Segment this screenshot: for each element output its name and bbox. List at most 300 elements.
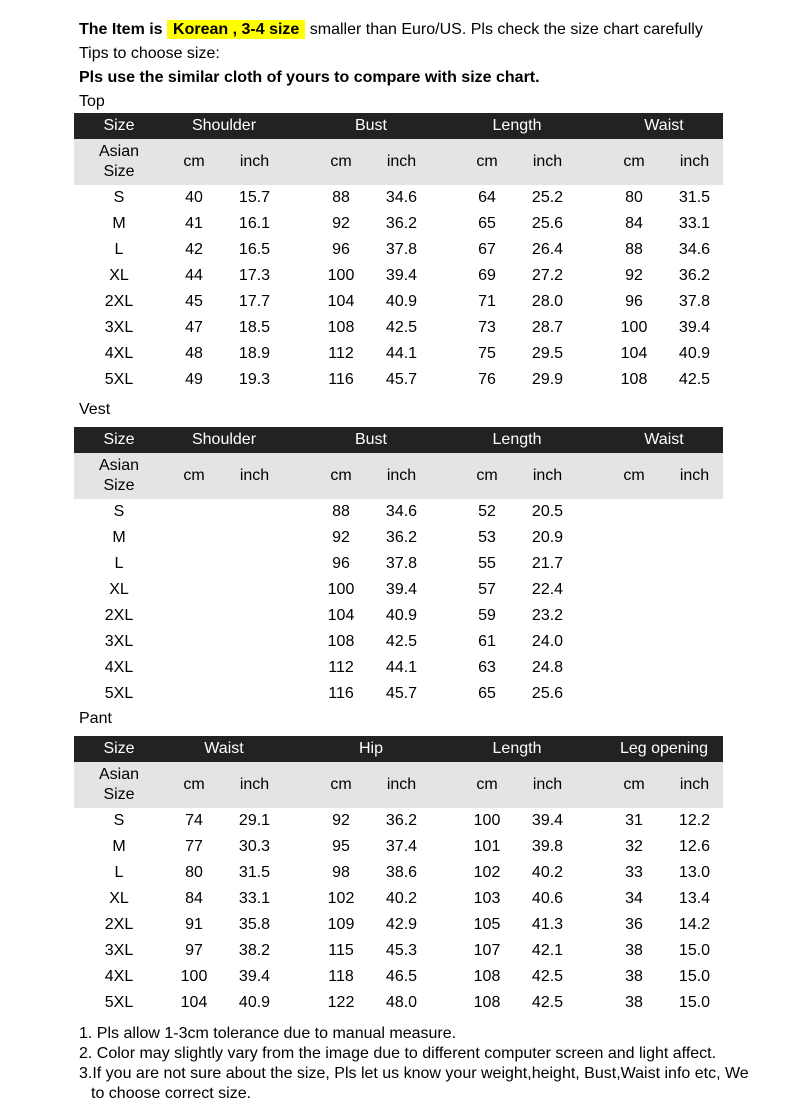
measurement-cell (609, 655, 659, 681)
measurement-cell: 100 (327, 581, 355, 598)
measurement-cell (169, 525, 219, 551)
measurement-cell: 64 (478, 189, 496, 206)
unit-label: inch (679, 467, 710, 484)
asian-size-label (74, 453, 164, 499)
unit-label: inch (679, 153, 710, 170)
measurement-cell: 84 (625, 215, 643, 232)
size-cell: 5XL (104, 994, 134, 1011)
measurement-cell: 18.5 (238, 319, 271, 336)
section-label-pant: Pant (79, 710, 112, 727)
measurement-cell: 38 (625, 994, 643, 1011)
measurement-cell: 14.2 (678, 916, 711, 933)
measurement-group-header: Waist (204, 740, 244, 757)
measurement-cell: 71 (478, 293, 496, 310)
measurement-cell (609, 629, 659, 655)
measurement-cell: 38.6 (385, 864, 418, 881)
measurement-cell: 33.1 (678, 215, 711, 232)
measurement-cell: 96 (332, 241, 350, 258)
measurement-cell: 40.2 (385, 890, 418, 907)
size-column-header: Size (103, 431, 135, 448)
measurement-cell: 31 (625, 812, 643, 829)
table-row (74, 341, 723, 367)
table-row (74, 964, 723, 990)
measurement-cell: 100 (473, 812, 501, 829)
table-row (74, 655, 723, 681)
measurement-cell: 13.0 (678, 864, 711, 881)
asian-size-label-line: Size (103, 477, 135, 494)
table-row (74, 551, 723, 577)
table-row (74, 237, 723, 263)
measurement-cell: 103 (473, 890, 501, 907)
note-item: 3.If you are not sure about the size, Pls let us know your weight,height, Bust,Waist info etc, We (79, 1065, 749, 1082)
measurement-cell: 34 (625, 890, 643, 907)
measurement-cell: 108 (327, 633, 355, 650)
intro-prefix: The Item is (79, 21, 163, 38)
size-cell: XL (109, 267, 129, 284)
measurement-cell: 39.4 (385, 581, 418, 598)
measurement-cell: 49 (185, 371, 203, 388)
measurement-cell: 39.4 (385, 267, 418, 284)
measurement-cell: 35.8 (238, 916, 271, 933)
measurement-cell: 75 (478, 345, 496, 362)
measurement-cell: 53 (478, 529, 496, 546)
size-cell: 2XL (104, 916, 134, 933)
table-row (74, 860, 723, 886)
table-unit-row (74, 453, 723, 499)
unit-label: cm (623, 153, 645, 170)
measurement-cell: 37.8 (678, 293, 711, 310)
measurement-cell (609, 551, 659, 577)
measurement-cell: 18.9 (238, 345, 271, 362)
measurement-group-header: Hip (358, 740, 383, 757)
measurement-cell: 15.7 (238, 189, 271, 206)
table-row (74, 603, 723, 629)
measurement-cell: 17.3 (238, 267, 271, 284)
measurement-cell: 45.3 (385, 942, 418, 959)
measurement-cell: 102 (327, 890, 355, 907)
measurement-cell: 19.3 (238, 371, 271, 388)
unit-label: inch (386, 153, 417, 170)
measurement-cell: 31.5 (678, 189, 711, 206)
measurement-cell: 39.4 (531, 812, 564, 829)
measurement-cell: 115 (328, 942, 354, 959)
measurement-group-header: Waist (644, 431, 684, 448)
intro-headline (79, 21, 703, 39)
measurement-cell: 20.9 (531, 529, 564, 546)
measurement-cell: 39.4 (238, 968, 271, 985)
measurement-cell: 52 (478, 503, 496, 520)
measurement-cell: 100 (327, 267, 355, 284)
measurement-cell: 40.9 (385, 293, 418, 310)
table-row (74, 938, 723, 964)
measurement-cell: 36.2 (385, 529, 418, 546)
measurement-cell: 116 (328, 371, 354, 388)
unit-label: cm (623, 776, 645, 793)
unit-label: cm (330, 776, 352, 793)
measurement-cell (169, 629, 219, 655)
measurement-cell: 92 (332, 215, 350, 232)
size-cell: XL (109, 890, 129, 907)
measurement-cell: 37.8 (385, 241, 418, 258)
measurement-cell: 26.4 (531, 241, 564, 258)
pant-size-table (74, 736, 723, 1016)
unit-label: cm (476, 153, 498, 170)
measurement-cell (169, 655, 219, 681)
measurement-cell: 42 (185, 241, 203, 258)
table-row (74, 499, 723, 525)
measurement-cell: 36.2 (678, 267, 711, 284)
measurement-cell: 88 (332, 503, 350, 520)
measurement-cell: 88 (625, 241, 643, 258)
measurement-cell: 122 (327, 994, 355, 1011)
measurement-cell: 77 (185, 838, 203, 855)
measurement-cell (169, 499, 219, 525)
table-row (74, 886, 723, 912)
measurement-cell: 15.0 (678, 968, 711, 985)
measurement-cell: 38 (625, 968, 643, 985)
measurement-cell: 102 (473, 864, 501, 881)
measurement-cell: 40 (185, 189, 203, 206)
measurement-cell: 20.5 (531, 503, 564, 520)
asian-size-label-line: Asian (98, 143, 140, 160)
measurement-cell: 17.7 (238, 293, 271, 310)
size-highlight: Korean , 3-4 size (167, 20, 305, 39)
table-row (74, 834, 723, 860)
notes-list (79, 1024, 749, 1104)
size-cell: 3XL (104, 319, 134, 336)
measurement-cell: 67 (478, 241, 496, 258)
measurement-cell: 57 (478, 581, 496, 598)
measurement-cell: 41.3 (531, 916, 564, 933)
asian-size-label-line: Size (103, 163, 135, 180)
measurement-cell (667, 655, 722, 681)
measurement-cell (667, 681, 722, 707)
measurement-cell: 39.8 (531, 838, 564, 855)
measurement-cell: 108 (473, 994, 501, 1011)
measurement-cell: 47 (185, 319, 203, 336)
measurement-cell: 45 (185, 293, 203, 310)
size-cell: M (112, 838, 126, 855)
measurement-cell: 42.1 (531, 942, 564, 959)
measurement-cell: 34.6 (678, 241, 711, 258)
measurement-cell: 80 (185, 864, 203, 881)
unit-label: inch (239, 776, 270, 793)
section-label-top: Top (79, 93, 105, 110)
measurement-cell: 76 (478, 371, 496, 388)
size-cell: 4XL (104, 659, 134, 676)
table-unit-row (74, 762, 723, 808)
size-cell: XL (109, 581, 129, 598)
measurement-cell: 91 (185, 916, 203, 933)
table-row (74, 315, 723, 341)
measurement-cell (227, 577, 282, 603)
note-item: 2. Color may slightly vary from the image due to different computer screen and light affect. (79, 1045, 717, 1062)
measurement-cell: 48.0 (385, 994, 418, 1011)
top-size-table (74, 113, 723, 393)
size-column-header: Size (103, 117, 135, 134)
measurement-cell: 101 (473, 838, 501, 855)
measurement-cell: 96 (332, 555, 350, 572)
measurement-cell (227, 629, 282, 655)
table-header-row (74, 427, 723, 453)
measurement-group-header: Length (492, 117, 542, 134)
measurement-cell: 59 (478, 607, 496, 624)
measurement-cell: 27.2 (531, 267, 564, 284)
measurement-cell (667, 551, 722, 577)
size-cell: 2XL (104, 607, 134, 624)
measurement-cell: 13.4 (678, 890, 711, 907)
table-row (74, 263, 723, 289)
measurement-cell: 28.0 (531, 293, 564, 310)
measurement-cell: 44.1 (385, 345, 418, 362)
measurement-cell: 39.4 (678, 319, 711, 336)
unit-label: inch (532, 153, 563, 170)
measurement-cell: 32 (625, 838, 643, 855)
measurement-cell: 37.8 (385, 555, 418, 572)
table-row (74, 525, 723, 551)
measurement-cell (609, 681, 659, 707)
measurement-cell: 33 (625, 864, 643, 881)
measurement-cell: 46.5 (385, 968, 418, 985)
unit-label: cm (183, 776, 205, 793)
measurement-cell: 15.0 (678, 942, 711, 959)
measurement-cell: 42.5 (678, 371, 711, 388)
measurement-group-header: Bust (354, 117, 387, 134)
measurement-cell (609, 577, 659, 603)
vest-size-table (74, 427, 723, 707)
measurement-cell: 80 (625, 189, 643, 206)
measurement-group-header: Length (492, 431, 542, 448)
size-cell: 5XL (104, 371, 134, 388)
measurement-cell: 34.6 (385, 189, 418, 206)
measurement-group-header: Shoulder (191, 117, 257, 134)
measurement-cell: 25.6 (531, 685, 564, 702)
measurement-cell (227, 551, 282, 577)
measurement-group-header: Bust (354, 431, 387, 448)
unit-label: cm (476, 776, 498, 793)
table-row (74, 577, 723, 603)
measurement-cell: 33.1 (238, 890, 271, 907)
compare-instruction: Pls use the similar cloth of yours to compare with size chart. (79, 69, 540, 86)
unit-label: cm (330, 153, 352, 170)
measurement-cell: 44.1 (385, 659, 418, 676)
measurement-cell: 38.2 (238, 942, 271, 959)
measurement-cell: 96 (625, 293, 643, 310)
measurement-cell: 112 (328, 345, 354, 362)
measurement-cell: 92 (625, 267, 643, 284)
table-header-row (74, 736, 723, 762)
measurement-cell: 16.5 (238, 241, 271, 258)
measurement-cell: 24.0 (531, 633, 564, 650)
measurement-cell: 28.7 (531, 319, 564, 336)
size-cell: S (113, 503, 125, 520)
measurement-cell: 63 (478, 659, 496, 676)
table-row (74, 912, 723, 938)
measurement-cell (609, 603, 659, 629)
measurement-cell: 104 (180, 994, 208, 1011)
measurement-cell: 73 (478, 319, 496, 336)
size-cell: 4XL (104, 345, 134, 362)
measurement-cell (169, 577, 219, 603)
measurement-group-header: Waist (644, 117, 684, 134)
unit-label: inch (386, 776, 417, 793)
table-row (74, 990, 723, 1016)
asian-size-label-line: Asian (98, 457, 140, 474)
measurement-cell: 98 (332, 864, 350, 881)
measurement-cell: 42.5 (385, 633, 418, 650)
measurement-cell: 42.5 (385, 319, 418, 336)
measurement-group-header: Leg opening (619, 740, 709, 757)
measurement-cell (609, 525, 659, 551)
measurement-cell: 36.2 (385, 812, 418, 829)
measurement-cell: 108 (473, 968, 501, 985)
unit-label: cm (623, 467, 645, 484)
note-item: 1. Pls allow 1-3cm tolerance due to manual measure. (79, 1025, 457, 1042)
measurement-cell: 40.6 (531, 890, 564, 907)
measurement-cell: 22.4 (531, 581, 564, 598)
measurement-cell: 23.2 (531, 607, 564, 624)
measurement-cell: 25.6 (531, 215, 564, 232)
measurement-cell: 109 (327, 916, 355, 933)
measurement-cell: 48 (185, 345, 203, 362)
measurement-cell: 42.5 (531, 994, 564, 1011)
unit-label: cm (476, 467, 498, 484)
size-cell: 5XL (104, 685, 134, 702)
measurement-cell: 45.7 (385, 685, 418, 702)
measurement-cell: 45.7 (385, 371, 418, 388)
measurement-cell: 84 (185, 890, 203, 907)
measurement-cell: 12.6 (678, 838, 711, 855)
measurement-cell: 36 (625, 916, 643, 933)
measurement-cell (609, 499, 659, 525)
measurement-cell: 108 (327, 319, 355, 336)
measurement-cell: 69 (478, 267, 496, 284)
measurement-cell: 40.2 (531, 864, 564, 881)
table-row (74, 211, 723, 237)
unit-label: cm (183, 153, 205, 170)
measurement-cell: 95 (332, 838, 350, 855)
measurement-cell (227, 681, 282, 707)
measurement-cell: 108 (620, 371, 648, 388)
size-cell: 4XL (104, 968, 134, 985)
measurement-cell: 29.9 (531, 371, 564, 388)
unit-label: inch (239, 467, 270, 484)
size-cell: L (114, 555, 124, 572)
unit-label: inch (532, 776, 563, 793)
measurement-cell: 12.2 (678, 812, 711, 829)
measurement-cell: 25.2 (531, 189, 564, 206)
table-unit-row (74, 139, 723, 185)
measurement-cell: 55 (478, 555, 496, 572)
table-header-row (74, 113, 723, 139)
measurement-cell: 30.3 (238, 838, 271, 855)
asian-size-label (74, 139, 164, 185)
section-label-vest: Vest (79, 401, 111, 418)
note-item: to choose correct size. (91, 1085, 252, 1102)
measurement-cell (227, 499, 282, 525)
measurement-cell: 112 (328, 659, 354, 676)
measurement-cell: 42.5 (531, 968, 564, 985)
asian-size-label-line: Asian (98, 766, 140, 783)
size-cell: 3XL (104, 942, 134, 959)
table-row (74, 808, 723, 834)
measurement-cell (667, 577, 722, 603)
measurement-cell: 92 (332, 812, 350, 829)
measurement-cell: 40.9 (678, 345, 711, 362)
measurement-cell: 116 (328, 685, 354, 702)
unit-label: inch (239, 153, 270, 170)
measurement-cell: 40.9 (385, 607, 418, 624)
measurement-cell (667, 629, 722, 655)
measurement-cell: 100 (620, 319, 648, 336)
measurement-cell (667, 525, 722, 551)
measurement-cell (227, 525, 282, 551)
measurement-cell: 16.1 (238, 215, 271, 232)
measurement-cell: 44 (185, 267, 203, 284)
measurement-cell: 105 (473, 916, 501, 933)
measurement-cell: 100 (180, 968, 208, 985)
size-cell: 3XL (104, 633, 134, 650)
measurement-cell: 40.9 (238, 994, 271, 1011)
measurement-cell: 41 (185, 215, 203, 232)
unit-label: cm (183, 467, 205, 484)
measurement-cell: 29.5 (531, 345, 564, 362)
measurement-cell: 104 (327, 293, 355, 310)
unit-label: inch (532, 467, 563, 484)
measurement-cell: 107 (473, 942, 501, 959)
measurement-cell (169, 551, 219, 577)
table-row (74, 185, 723, 211)
measurement-cell (227, 655, 282, 681)
size-cell: S (113, 812, 125, 829)
measurement-cell: 21.7 (531, 555, 564, 572)
measurement-cell: 92 (332, 529, 350, 546)
size-cell: S (113, 189, 125, 206)
measurement-cell: 88 (332, 189, 350, 206)
size-cell: M (112, 529, 126, 546)
measurement-cell: 65 (478, 685, 496, 702)
table-row (74, 367, 723, 393)
measurement-cell: 104 (327, 607, 355, 624)
measurement-cell (169, 603, 219, 629)
size-cell: M (112, 215, 126, 232)
measurement-cell: 38 (625, 942, 643, 959)
measurement-cell: 104 (620, 345, 648, 362)
measurement-cell: 97 (185, 942, 203, 959)
size-column-header: Size (103, 740, 135, 757)
table-row (74, 289, 723, 315)
measurement-cell: 31.5 (238, 864, 271, 881)
table-row (74, 629, 723, 655)
measurement-cell (227, 603, 282, 629)
measurement-cell: 42.9 (385, 916, 418, 933)
measurement-cell: 61 (478, 633, 496, 650)
measurement-cell (169, 681, 219, 707)
measurement-cell: 15.0 (678, 994, 711, 1011)
unit-label: inch (679, 776, 710, 793)
measurement-cell (667, 499, 722, 525)
size-cell: L (114, 241, 124, 258)
measurement-cell: 29.1 (238, 812, 271, 829)
size-cell: 2XL (104, 293, 134, 310)
size-cell: L (114, 864, 124, 881)
measurement-group-header: Length (492, 740, 542, 757)
measurement-cell: 74 (185, 812, 203, 829)
intro-suffix: smaller than Euro/US. Pls check the size chart carefully (309, 21, 703, 38)
measurement-cell: 34.6 (385, 503, 418, 520)
measurement-cell: 24.8 (531, 659, 564, 676)
tips-text: Tips to choose size: (79, 45, 220, 62)
